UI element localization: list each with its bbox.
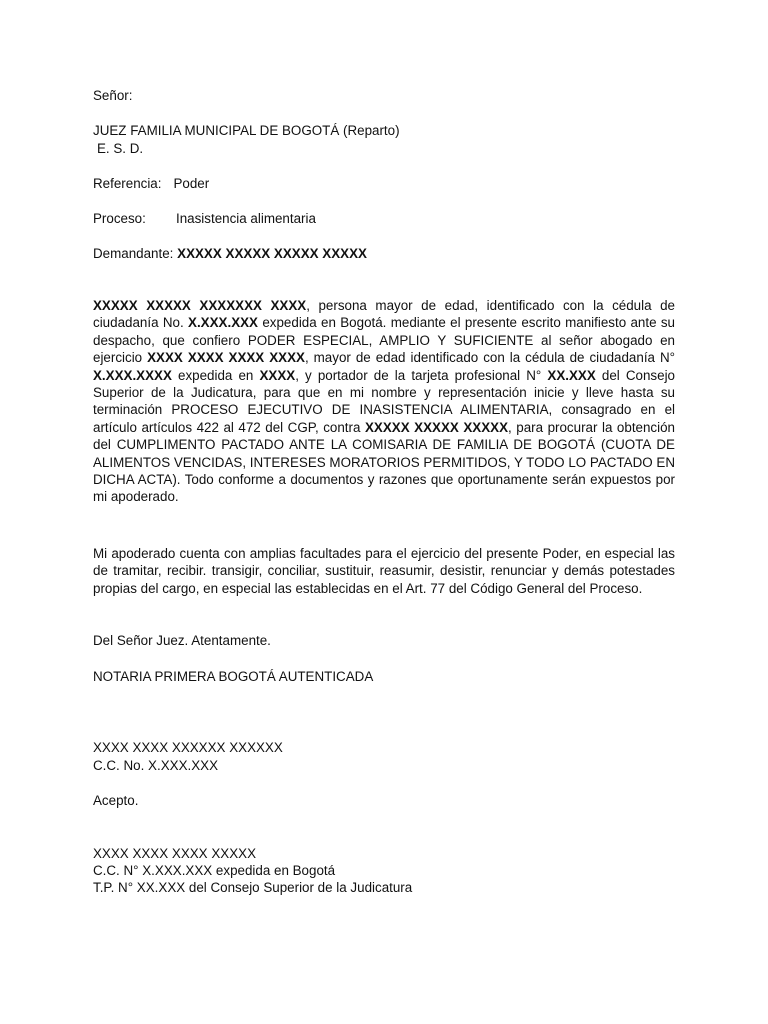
- process-row: [93, 210, 316, 228]
- body-paragraph-2: [93, 545, 675, 597]
- reference-label: Referencia:: [93, 176, 162, 191]
- reference-row: [93, 175, 209, 193]
- notary-line: NOTARIA PRIMERA BOGOTÁ AUTENTICADA: [93, 669, 374, 684]
- signer2-tp: T.P. N° XX.XXX del Consejo Superior de la Judicatura: [93, 880, 413, 895]
- lawyer-city: XXXX: [259, 367, 296, 383]
- closing: Del Señor Juez. Atentamente.: [93, 633, 271, 648]
- body1-text: , persona mayor de edad, identificado con la cédula de ciudadanía No.: [93, 298, 675, 331]
- body1-text: expedida en: [171, 367, 260, 383]
- addressee-line2: E. S. D.: [97, 141, 144, 156]
- lawyer-name: XXXX XXXX XXXX XXXX: [147, 350, 305, 366]
- defendant-name: XXXXX XXXXX XXXXX: [364, 419, 508, 435]
- body1-text: expedida en Bogotá. mediante el presente escrito manifiesto ante su despacho, que confiero PODER ESPECIAL, AMPLIO Y SUFICIENTE al señor abogado en ejercicio: [93, 315, 675, 366]
- signer2-id: C.C. N° X.XXX.XXX expedida en Bogotá: [93, 863, 336, 878]
- process-value: Inasistencia alimentaria: [176, 211, 316, 226]
- reference-value: Poder: [173, 176, 210, 191]
- signer1-name: XXXX XXXX XXXXXX XXXXXX: [93, 740, 283, 755]
- addressee-line1: JUEZ FAMILIA MUNICIPAL DE BOGOTÁ (Reparto): [93, 123, 400, 138]
- grantor-id: X.XXX.XXX: [188, 315, 258, 331]
- body1-text: , mayor de edad identificado con la cédula de ciudadanía N°: [304, 350, 675, 366]
- lawyer-tp: XX.XXX: [547, 367, 596, 383]
- grantor-name: XXXXX XXXXX XXXXXXX XXXX: [93, 298, 307, 313]
- process-label: Proceso:: [93, 211, 146, 226]
- body1-text: , y portador de la tarjeta profesional N°: [295, 367, 548, 383]
- plaintiff-row: [93, 245, 367, 263]
- plaintiff-label: Demandante:: [93, 246, 174, 261]
- body-paragraph-1: [93, 297, 675, 506]
- lawyer-id: X.XXX.XXXX: [93, 367, 172, 383]
- body1-text: del Consejo Superior de la Judicatura, para que en mi nombre y representación inicie y lleve hasta su terminación PROCESO EJECUTIVO DE INASISTENCIA ALIMENTARIA, consagrado en el artículo artículos 422 al 472 del CGP, contra: [93, 367, 675, 435]
- acceptance: Acepto.: [93, 793, 139, 808]
- body1-text: , para procurar la obtención del CUMPLIMENTO PACTADO ANTE LA COMISARIA DE FAMILIA DE BOGOTÁ (CUOTA DE ALIMENTOS VENCIDAS, INTERESES MORATORIOS PERMITIDOS, Y TODO LO PACTADO EN DICHA ACTA). Todo conforme a documentos y razones que oportunamente serán expuestos por mi apoderado.: [93, 419, 675, 505]
- signer1-id: C.C. No. X.XXX.XXX: [93, 758, 219, 773]
- signer2-name: XXXX XXXX XXXX XXXXX: [93, 846, 256, 861]
- body2-text: Mi apoderado cuenta con amplias facultades para el ejercicio del presente Poder, en especial las de tramitar, recibir. transigir, conciliar, sustituir, reasumir, desistir, renunciar y demás potestades propias del cargo, en especial las establecidas en el Art. 77 del Código General del Proceso.: [93, 546, 675, 596]
- plaintiff-value: XXXXX XXXXX XXXXX XXXXX: [177, 246, 367, 261]
- salutation: Señor:: [93, 88, 133, 103]
